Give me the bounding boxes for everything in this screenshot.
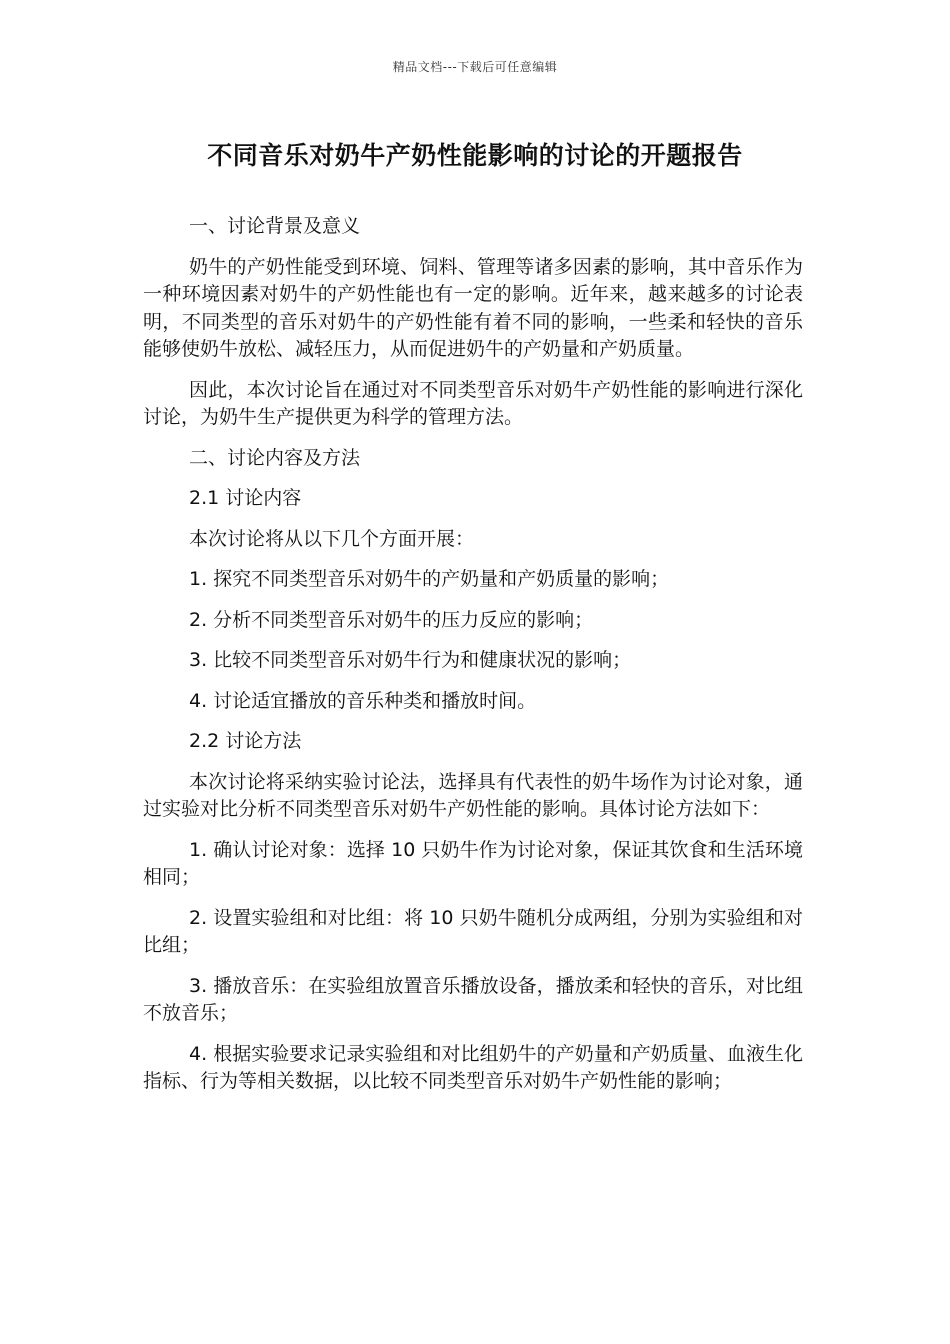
paragraph-method-intro: 本次讨论将采纳实验讨论法，选择具有代表性的奶牛场作为讨论对象，通过实验对比分析不同类型音乐对奶牛产奶性能的影响。具体讨论方法如下： <box>143 770 803 820</box>
header-note: 精品文档---下载后可任意编辑 <box>392 60 558 74</box>
document-body <box>143 213 803 1109</box>
list-item: 2. 设置实验组和对比组：将 10 只奶牛随机分成两组，分别为实验组和对比组； <box>143 906 803 956</box>
list-item: 4. 讨论适宜播放的音乐种类和播放时间。 <box>189 689 537 712</box>
list-item: 1. 确认讨论对象：选择 10 只奶牛作为讨论对象，保证其饮食和生活环境相同； <box>143 838 803 888</box>
subsection-heading-content: 2.1 讨论内容 <box>189 487 302 509</box>
paragraph-content-intro: 本次讨论将从以下几个方面开展： <box>189 527 475 550</box>
paragraph-purpose: 因此，本次讨论旨在通过对不同类型音乐对奶牛产奶性能的影响进行深化讨论，为奶牛生产提供更为科学的管理方法。 <box>143 378 803 428</box>
section-heading-content-method: 二、讨论内容及方法 <box>189 446 361 469</box>
list-item: 4. 根据实验要求记录实验组和对比组奶牛的产奶量和产奶质量、血液生化指标、行为等相关数据，以比较不同类型音乐对奶牛产奶性能的影响； <box>143 1042 803 1092</box>
paragraph-background: 奶牛的产奶性能受到环境、饲料、管理等诸多因素的影响，其中音乐作为一种环境因素对奶牛的产奶性能也有一定的影响。近年来，越来越多的讨论表明，不同类型的音乐对奶牛的产奶性能有着不同的影响，一些柔和轻快的音乐能够使奶牛放松、减轻压力，从而促进奶牛的产奶量和产奶质量。 <box>143 255 803 360</box>
list-item: 2. 分析不同类型音乐对奶牛的压力反应的影响； <box>189 608 594 631</box>
list-item: 1. 探究不同类型音乐对奶牛的产奶量和产奶质量的影响； <box>189 568 670 590</box>
list-item: 3. 播放音乐：在实验组放置音乐播放设备，播放柔和轻快的音乐，对比组不放音乐； <box>143 974 803 1024</box>
document-title: 不同音乐对奶牛产奶性能影响的讨论的开题报告 <box>207 141 743 170</box>
list-item: 3. 比较不同类型音乐对奶牛行为和健康状况的影响； <box>189 649 632 671</box>
subsection-heading-method: 2.2 讨论方法 <box>189 730 302 752</box>
section-heading-background: 一、讨论背景及意义 <box>189 215 361 237</box>
